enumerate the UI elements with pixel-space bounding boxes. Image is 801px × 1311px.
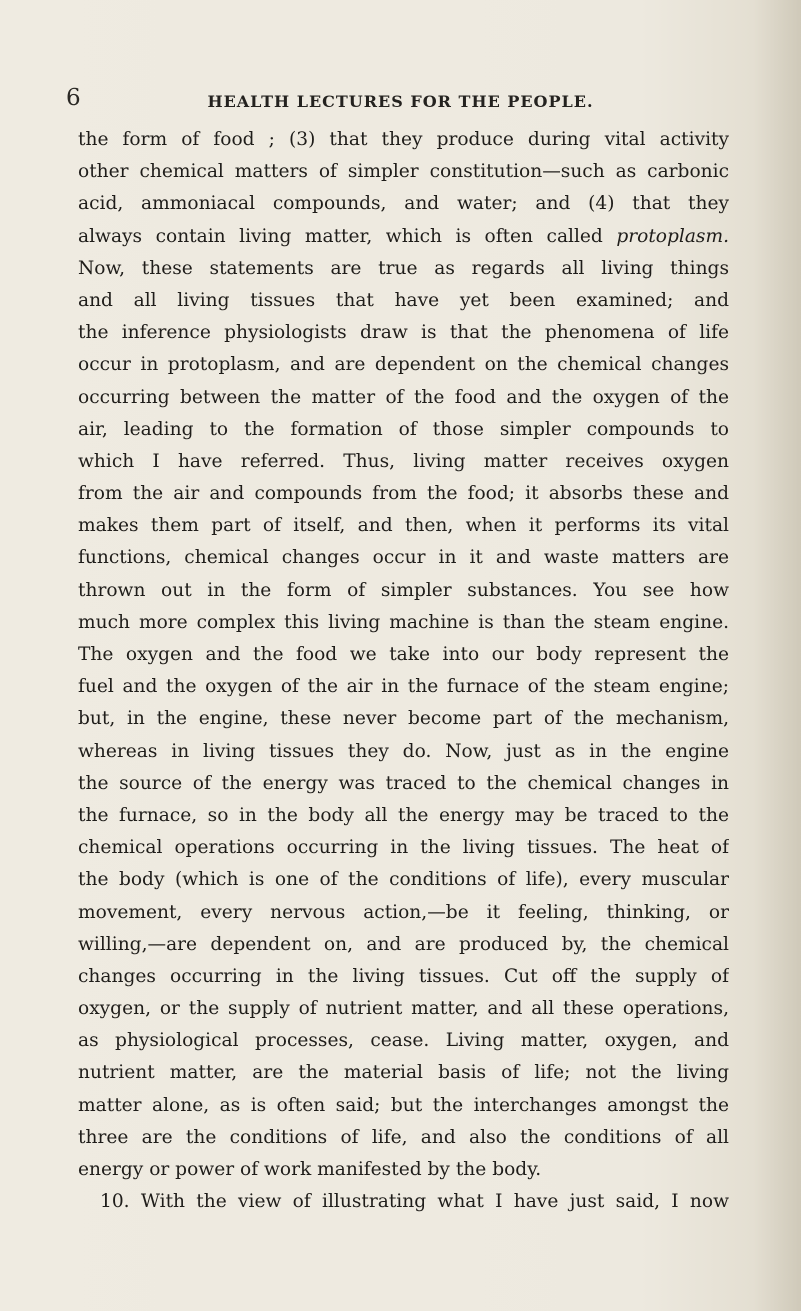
text-line: fuel and the oxygen of the air in the furnace of the steam engine; xyxy=(78,676,729,698)
text-line: air, leading to the formation of those simpler compounds to xyxy=(78,418,729,440)
text-line: from the air and compounds from the food; it absorbs these and xyxy=(78,483,729,505)
text-line: movement, every nervous action,—be it feeling, thinking, or xyxy=(78,901,729,923)
italic-term: protoplasm. xyxy=(616,225,729,247)
text-line: matter alone, as is often said; but the interchanges amongst the xyxy=(78,1094,729,1116)
text-line: makes them part of itself, and then, when it performs its vital xyxy=(78,515,729,537)
text-line: the furnace, so in the body all the energy may be traced to the xyxy=(78,804,729,826)
text-line: as physiological processes, cease. Living matter, oxygen, and xyxy=(78,1030,729,1052)
running-head: HEALTH LECTURES FOR THE PEOPLE. xyxy=(207,92,594,111)
text-line: the body (which is one of the conditions of life), every muscular xyxy=(78,869,729,891)
text-line: always contain living matter, which is often called protoplasm. xyxy=(78,225,729,247)
text-line: oxygen, or the supply of nutrient matter, and all these operations, xyxy=(78,998,729,1020)
text-line: which I have referred. Thus, living matter receives oxygen xyxy=(78,450,729,472)
text-line: thrown out in the form of simpler substances. You see how xyxy=(78,579,729,601)
paragraph-start-line: 10. With the view of illustrating what I have just said, I now xyxy=(100,1191,729,1213)
text-line: occurring between the matter of the food and the oxygen of the xyxy=(78,386,729,408)
text-line: other chemical matters of simpler constitution—such as carbonic xyxy=(78,161,729,183)
text-line: Now, these statements are true as regards all living things xyxy=(78,257,729,279)
text-line: the form of food ; (3) that they produce during vital activity xyxy=(78,129,729,150)
text-line: energy or power of work manifested by the body. xyxy=(78,1159,542,1180)
text-line: the source of the energy was traced to the chemical changes in xyxy=(78,772,729,794)
text-line: occur in protoplasm, and are dependent on the chemical changes xyxy=(78,354,729,376)
text-line: The oxygen and the food we take into our body represent the xyxy=(78,644,729,665)
text-line: three are the conditions of life, and also the conditions of all xyxy=(78,1126,729,1148)
body-text xyxy=(78,124,729,1218)
text-line: much more complex this living machine is than the steam engine. xyxy=(78,611,729,633)
text-line: and all living tissues that have yet been examined; and xyxy=(78,289,729,311)
text-line: chemical operations occurring in the living tissues. The heat of xyxy=(78,837,729,859)
text-line: changes occurring in the living tissues. Cut off the supply of xyxy=(78,965,729,987)
text-line: functions, chemical changes occur in it and waste matters are xyxy=(78,547,729,569)
text-line: but, in the engine, these never become part of the mechanism, xyxy=(78,708,729,730)
text-line: acid, ammoniacal compounds, and water; and (4) that they xyxy=(78,193,729,215)
page-number: 6 xyxy=(66,85,81,111)
text-line: willing,—are dependent on, and are produced by, the chemical xyxy=(78,933,729,955)
text-line: the inference physiologists draw is that the phenomena of life xyxy=(78,322,729,344)
text-line: nutrient matter, are the material basis of life; not the living xyxy=(78,1062,729,1084)
text-line: whereas in living tissues they do. Now, just as in the engine xyxy=(78,740,729,762)
